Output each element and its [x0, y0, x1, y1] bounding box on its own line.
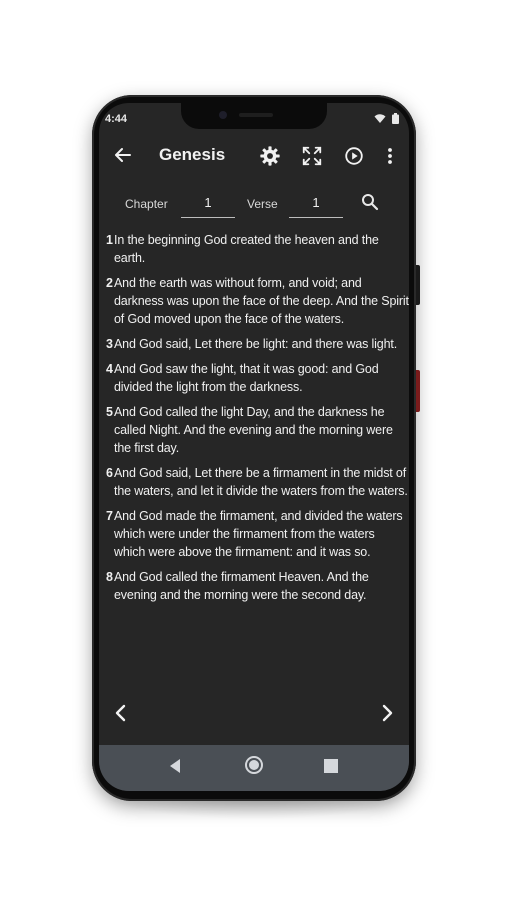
battery-icon: [392, 113, 399, 124]
play-circle-icon[interactable]: [343, 145, 365, 167]
verse-number: 4: [106, 362, 113, 376]
app-screen: [99, 103, 409, 791]
nav-recents-icon[interactable]: [324, 759, 338, 773]
more-vert-icon[interactable]: [380, 145, 400, 167]
verse-item[interactable]: [99, 231, 409, 267]
verse-item[interactable]: [99, 274, 409, 328]
nav-home-icon[interactable]: [244, 755, 264, 775]
chevron-left-icon[interactable]: [113, 703, 129, 723]
verse-text: And God called the light Day, and the darkness he called Night. And the evening and the morning were the first day.: [114, 405, 393, 455]
verse-number: 6: [106, 466, 113, 480]
verse-item[interactable]: [99, 360, 409, 396]
verse-text: And God said, Let there be light: and there was light.: [114, 337, 398, 351]
power-button: [416, 370, 420, 412]
verse-number: 7: [106, 509, 113, 523]
verse-number: 8: [106, 570, 113, 584]
chapter-navigation: [99, 701, 409, 725]
status-time: 4:44: [105, 113, 128, 125]
search-icon[interactable]: [361, 193, 379, 211]
verse-text: In the beginning God created the heaven and the earth.: [114, 233, 379, 265]
system-navigation-bar: [99, 745, 409, 791]
app-bar: [99, 137, 409, 177]
verse-item[interactable]: [99, 464, 409, 500]
chapter-input[interactable]: 1: [181, 191, 235, 218]
verse-number: 1: [106, 233, 113, 247]
book-title: Genesis: [159, 145, 226, 164]
verse-item[interactable]: [99, 507, 409, 561]
verse-list: [99, 231, 409, 611]
chapter-label: Chapter: [125, 197, 168, 211]
back-arrow-icon[interactable]: [113, 145, 133, 165]
status-icons: [374, 113, 399, 124]
verse-text: And God called the firmament Heaven. And the evening and the morning were the second day.: [114, 570, 369, 602]
earpiece-speaker: [239, 113, 273, 117]
verse-number: 3: [106, 337, 113, 351]
verse-number: 5: [106, 405, 113, 419]
verse-label: Verse: [247, 197, 278, 211]
chevron-right-icon[interactable]: [379, 703, 395, 723]
verse-number: 2: [106, 276, 113, 290]
chapter-verse-selector: [99, 191, 409, 221]
verse-input[interactable]: 1: [289, 191, 343, 218]
verse-item[interactable]: [99, 335, 409, 353]
verse-text: And the earth was without form, and void; and darkness was upon the face of the deep. And the Spirit of God moved upon the face of the waters.: [114, 276, 409, 326]
gear-icon[interactable]: [259, 145, 281, 167]
notch: [181, 103, 327, 129]
verse-text: And God said, Let there be a firmament in the midst of the waters, and let it divide the waters from the waters.: [114, 466, 408, 498]
nav-back-icon[interactable]: [167, 757, 183, 775]
wifi-icon: [374, 114, 386, 124]
verse-text: And God made the firmament, and divided the waters which were under the firmament from the waters which were above the firmament: and it was so.: [114, 509, 403, 559]
verse-item[interactable]: [99, 403, 409, 457]
front-camera: [219, 111, 227, 119]
verse-item[interactable]: [99, 568, 409, 604]
verse-text: And God saw the light, that it was good: and God divided the light from the darkness.: [114, 362, 379, 394]
fullscreen-icon[interactable]: [301, 145, 323, 167]
volume-button: [416, 265, 420, 305]
